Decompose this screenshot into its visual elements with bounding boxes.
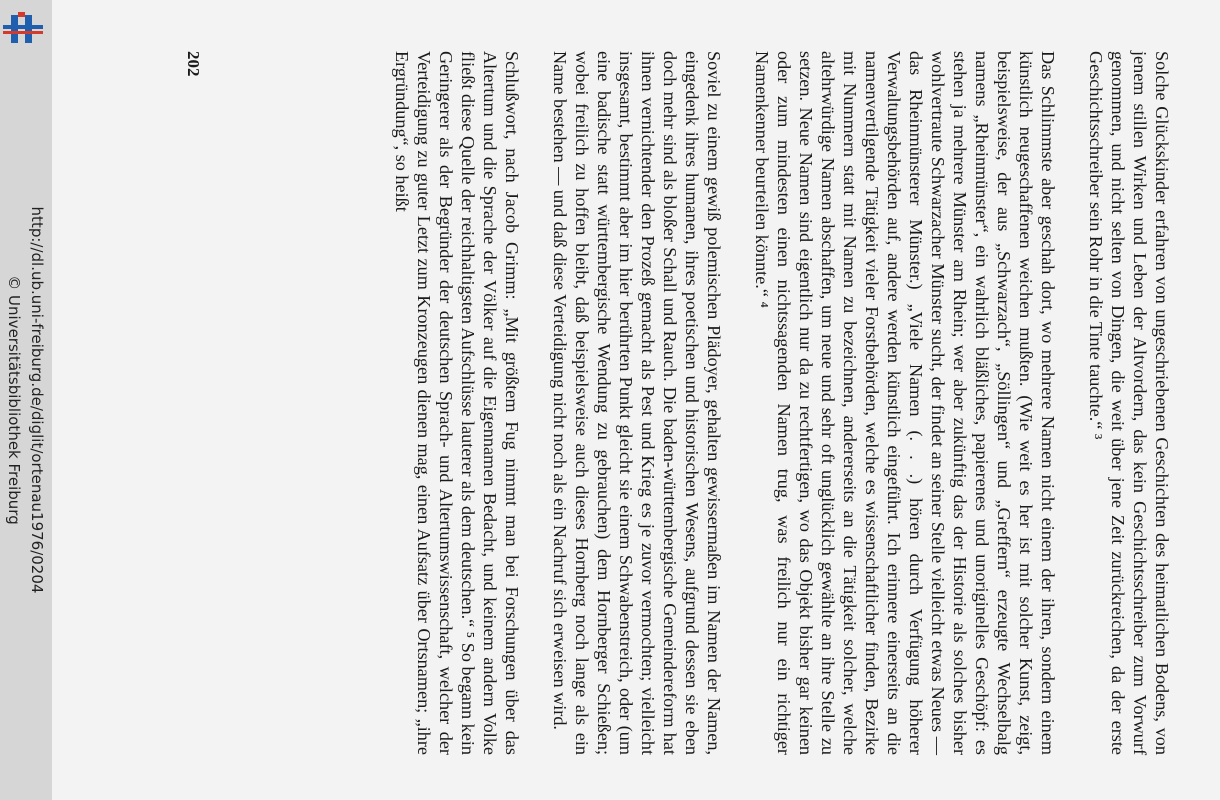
page-number: 202 (184, 51, 203, 77)
paragraph-3: Soviel zu einem gewiß polemischen Plädoyer, gehalten gewissermaßen im Namen der Namen, eingedenk ihres humanen, ihres poetischen und historischen Wesens, aufgrund dessen sie eben doch mehr sind als bloßer Schall und Rauch. Die baden-württembergische Gemeindereform hat ihnen vernichtender den Prozeß gemacht als Pest und Krieg es je zuvor vermochten; vielleicht insgesamt, bestimmt aber im hier berührten Punkt gleicht sie einem Schwabenstreich, oder (um eine badische statt württembergische Wendung zu gebrauchen) dem Hornberger Schießen; wobei freilich zu hoffen bleibt, daß beispielsweise auch dieses Hornberg noch lange als ein Name bestehen — und daß diese Verteidigung nicht noch als ein Nachruf sich erweisen wird. (550, 51, 724, 755)
university-logo-icon (3, 12, 43, 46)
paragraph-1: Solche Glückskinder erfahren von ungeschriebenen Geschichten des heimatlichen Bodens, von jenem stillen Wirken und Leben der Altvordern, das kein Geschichtsschreiber zum Vorwurf genommen, und nicht selten von Dingen, die weit über jene Zeit zurückreichen, da der erste Geschichtsschreiber sein Rohr in die Tinte tauchte.“ ³ (1086, 51, 1172, 755)
page-content (61, 15, 1211, 785)
paragraph-2: Das Schlimmste aber geschah dort, wo mehrere Namen nicht einem der ihren, sondern einem künstlich neugeschaffenen weichen mußten. (Wie weit es her ist mit solcher Kunst, zeigt, beispielsweise, der aus „Schwarzach“, „Söllingen“ und „Greffern“ erzeugte Wechselbalg namens „Rheinmünster“, ein wahrlich bläßliches, papierenes und unoriginelles Geschöpf: es stehen ja mehrere Münster am Rhein; wer aber zukünftig das der Historie als solches bisher wohlvertraute Schwarzacher Münster sucht, der findet an seiner Stelle vielleicht etwas Neues — das Rheinmünsterer Münster.) „Viele Namen (. . .) hören durch Verfügung höherer Verwaltungsbehörden auf, andere werden künstlich eingeführt. Ich erinnere einerseits an die namenvertilgende Tätigkeit vieler Forstbehörden, welche es wissenschaftlicher finden, Bezirke mit Nummern statt mit Namen zu bezeichnen, andererseits an die Tätigkeit solcher, welche altehrwürdige Namen abschaffen, um neue und sehr oft unglücklich gewählte an ihre Stelle zu setzen. Neue Namen sind eigentlich nur da zu rechtfertigen, wo das Objekt bisher gar keinen oder zum mindesten einen nichtssagenden Namen trug, was freilich nur ein richtiger Namenkenner beurteilen könnte.“ ⁴ (752, 51, 1058, 755)
scanned-page (52, 0, 1220, 800)
copyright-notice: © Universitätsbibliothek Freiburg (5, 275, 23, 525)
paragraph-4: Schlußwort, nach Jacob Grimm: „Mit größtem Fug nimmt man bei Forschungen über das Altertum und die Sprache der Völker auf die Eigennamen Bedacht, und keinem andern Volke fließt diese Quelle der reichhaltigsten Aufschlüsse lauterer als dem deutschen.“ ⁵ So begann kein Geringerer als der Begründer der deutschen Sprach- und Altertumswissenschaft, welcher der Verteidigung zu guter Letzt zum Kronzeugen dienen mag, einen Aufsatz über Ortsnamen; „ihre Ergründung“, so heißt (392, 51, 522, 755)
page-url-link[interactable]: http://dl.ub.uni-freiburg.de/diglit/ortenau1976/0204 (28, 206, 46, 594)
viewer-sidebar (0, 0, 52, 800)
